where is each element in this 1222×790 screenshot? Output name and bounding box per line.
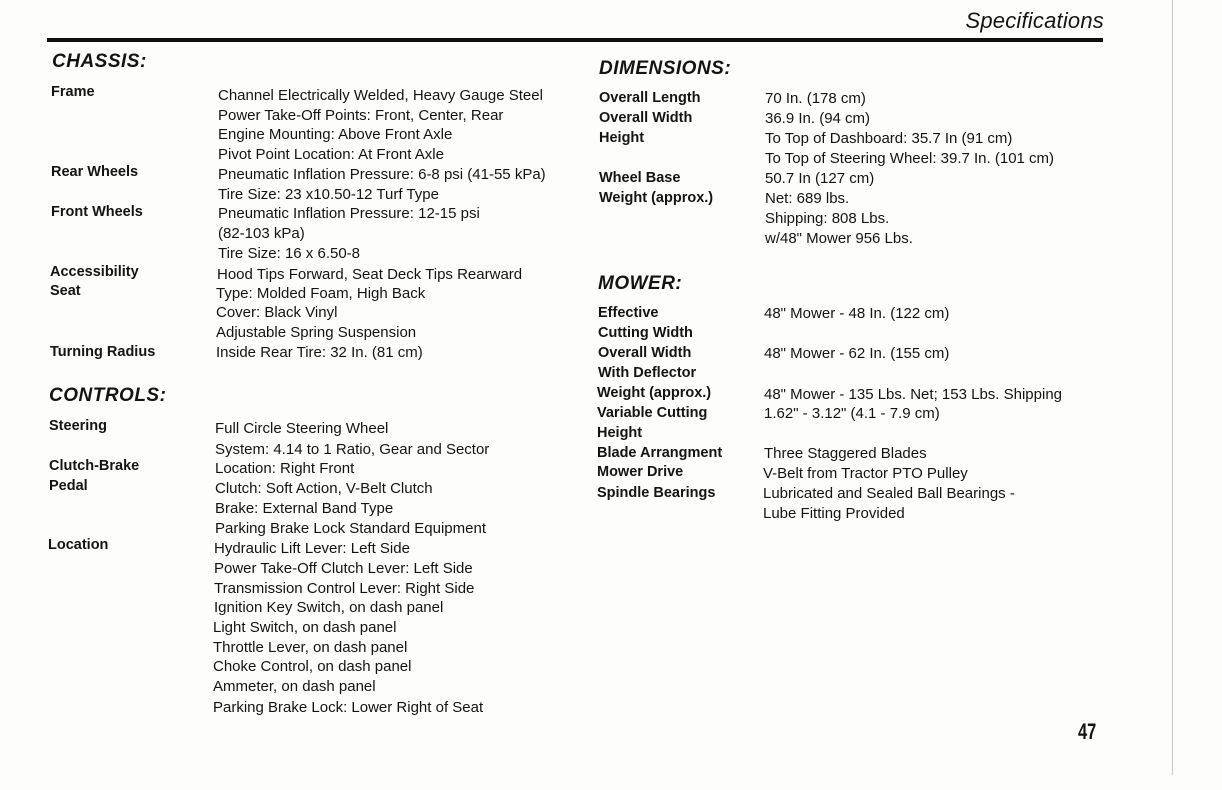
- steering-line-1: Full Circle Steering Wheel: [215, 420, 389, 437]
- weight-line-1: Net: 689 lbs.: [765, 190, 850, 207]
- clutch-brake-label-line-1: Clutch-Brake: [49, 458, 140, 474]
- accessibility-value: Hood Tips Forward, Seat Deck Tips Rearward: [217, 266, 523, 283]
- seat-line-2: Cover: Black Vinyl: [216, 304, 338, 321]
- location-line-8: Ammeter, on dash panel: [213, 678, 376, 695]
- height-line-2: To Top of Steering Wheel: 39.7 In. (101 cm): [765, 150, 1055, 167]
- page-header-title: Specifications: [965, 8, 1104, 33]
- frame-line-3: Engine Mounting: Above Front Axle: [218, 126, 453, 143]
- effective-label-line-2: Cutting Width: [598, 325, 693, 341]
- overall-length-value: 70 In. (178 cm): [765, 90, 866, 107]
- mower-heading: MOWER:: [598, 273, 683, 294]
- mower-weight-label: Weight (approx.): [597, 385, 712, 401]
- location-line-6: Throttle Lever, on dash panel: [213, 639, 408, 656]
- steering-line-2: System: 4.14 to 1 Ratio, Gear and Sector: [215, 441, 490, 458]
- location-line-5: Light Switch, on dash panel: [213, 619, 397, 636]
- variable-cutting-height-value: 1.62" - 3.12" (4.1 - 7.9 cm): [764, 405, 940, 422]
- location-label: Location: [48, 537, 109, 553]
- spindle-bearings-label: Spindle Bearings: [597, 485, 716, 501]
- page-number: 47: [1078, 719, 1097, 744]
- blade-arrangement-label: Blade Arrangment: [597, 445, 723, 461]
- rear-wheels-line-1: Pneumatic Inflation Pressure: 6-8 psi (41-55 kPa): [218, 166, 546, 183]
- frame-label: Frame: [51, 84, 95, 100]
- overall-width-value: 36.9 In. (94 cm): [765, 110, 871, 127]
- overall-width-label: Overall Width: [599, 110, 693, 126]
- blade-arrangement-value: Three Staggered Blades: [764, 445, 927, 462]
- front-wheels-line-3: Tire Size: 16 x 6.50-8: [218, 245, 361, 262]
- front-wheels-label: Front Wheels: [51, 204, 143, 220]
- wheel-base-label: Wheel Base: [599, 170, 681, 186]
- height-line-1: To Top of Dashboard: 35.7 In (91 cm): [765, 130, 1013, 147]
- seat-line-1: Type: Molded Foam, High Back: [216, 285, 426, 302]
- weight-line-3: w/48" Mower 956 Lbs.: [765, 230, 913, 247]
- accessibility-label: Accessibility: [50, 264, 139, 280]
- mower-overall-width-label-line-2: With Deflector: [598, 365, 697, 381]
- mower-weight-value: 48" Mower - 135 Lbs. Net; 153 Lbs. Shipping: [764, 386, 1063, 403]
- effective-cutting-width-value: 48" Mower - 48 In. (122 cm): [764, 305, 950, 322]
- mower-drive-label: Mower Drive: [597, 464, 684, 480]
- front-wheels-line-2: (82-103 kPa): [218, 225, 305, 242]
- location-line-4: Ignition Key Switch, on dash panel: [214, 599, 444, 616]
- page-edge-line: [1172, 0, 1173, 775]
- steering-label: Steering: [49, 418, 108, 434]
- mower-drive-value: V-Belt from Tractor PTO Pulley: [763, 465, 968, 482]
- dimensions-heading: DIMENSIONS:: [599, 58, 732, 79]
- location-line-3: Transmission Control Lever: Right Side: [214, 580, 475, 597]
- front-wheels-line-1: Pneumatic Inflation Pressure: 12-15 psi: [218, 205, 480, 222]
- location-line-2: Power Take-Off Clutch Lever: Left Side: [214, 560, 473, 577]
- weight-label: Weight (approx.): [599, 190, 714, 206]
- turning-radius-label: Turning Radius: [50, 344, 156, 360]
- clutch-brake-line-3: Brake: External Band Type: [215, 500, 394, 517]
- weight-line-2: Shipping: 808 Lbs.: [765, 210, 890, 227]
- spindle-bearings-line-1: Lubricated and Sealed Ball Bearings -: [763, 485, 1015, 502]
- clutch-brake-line-2: Clutch: Soft Action, V-Belt Clutch: [215, 480, 433, 497]
- controls-heading: CONTROLS:: [49, 385, 167, 406]
- mower-overall-width-label-line-1: Overall Width: [598, 345, 692, 361]
- clutch-brake-label-line-2: Pedal: [49, 478, 88, 494]
- rear-wheels-label: Rear Wheels: [51, 164, 139, 180]
- variable-cutting-label-line-1: Variable Cutting: [597, 405, 708, 421]
- mower-overall-width-value: 48" Mower - 62 In. (155 cm): [764, 345, 950, 362]
- frame-line-1: Channel Electrically Welded, Heavy Gauge Steel: [218, 87, 543, 104]
- location-line-1: Hydraulic Lift Lever: Left Side: [214, 540, 410, 557]
- location-line-7: Choke Control, on dash panel: [213, 658, 412, 675]
- seat-line-3: Adjustable Spring Suspension: [216, 324, 417, 341]
- chassis-heading: CHASSIS:: [52, 51, 147, 72]
- height-label: Height: [599, 130, 645, 146]
- effective-label-line-1: Effective: [598, 305, 659, 321]
- seat-label: Seat: [50, 283, 81, 299]
- clutch-brake-line-4: Parking Brake Lock Standard Equipment: [215, 520, 486, 537]
- turning-radius-value: Inside Rear Tire: 32 In. (81 cm): [216, 344, 423, 361]
- clutch-brake-line-1: Location: Right Front: [215, 460, 355, 477]
- header-rule: [47, 38, 1103, 42]
- variable-cutting-label-line-2: Height: [597, 425, 643, 441]
- overall-length-label: Overall Length: [599, 90, 701, 106]
- frame-line-2: Power Take-Off Points: Front, Center, Rear: [218, 107, 504, 124]
- frame-line-4: Pivot Point Location: At Front Axle: [218, 146, 444, 163]
- location-line-9: Parking Brake Lock: Lower Right of Seat: [213, 699, 484, 716]
- wheel-base-value: 50.7 In (127 cm): [765, 170, 875, 187]
- rear-wheels-line-2: Tire Size: 23 x10.50-12 Turf Type: [218, 186, 439, 203]
- spindle-bearings-line-2: Lube Fitting Provided: [763, 505, 905, 522]
